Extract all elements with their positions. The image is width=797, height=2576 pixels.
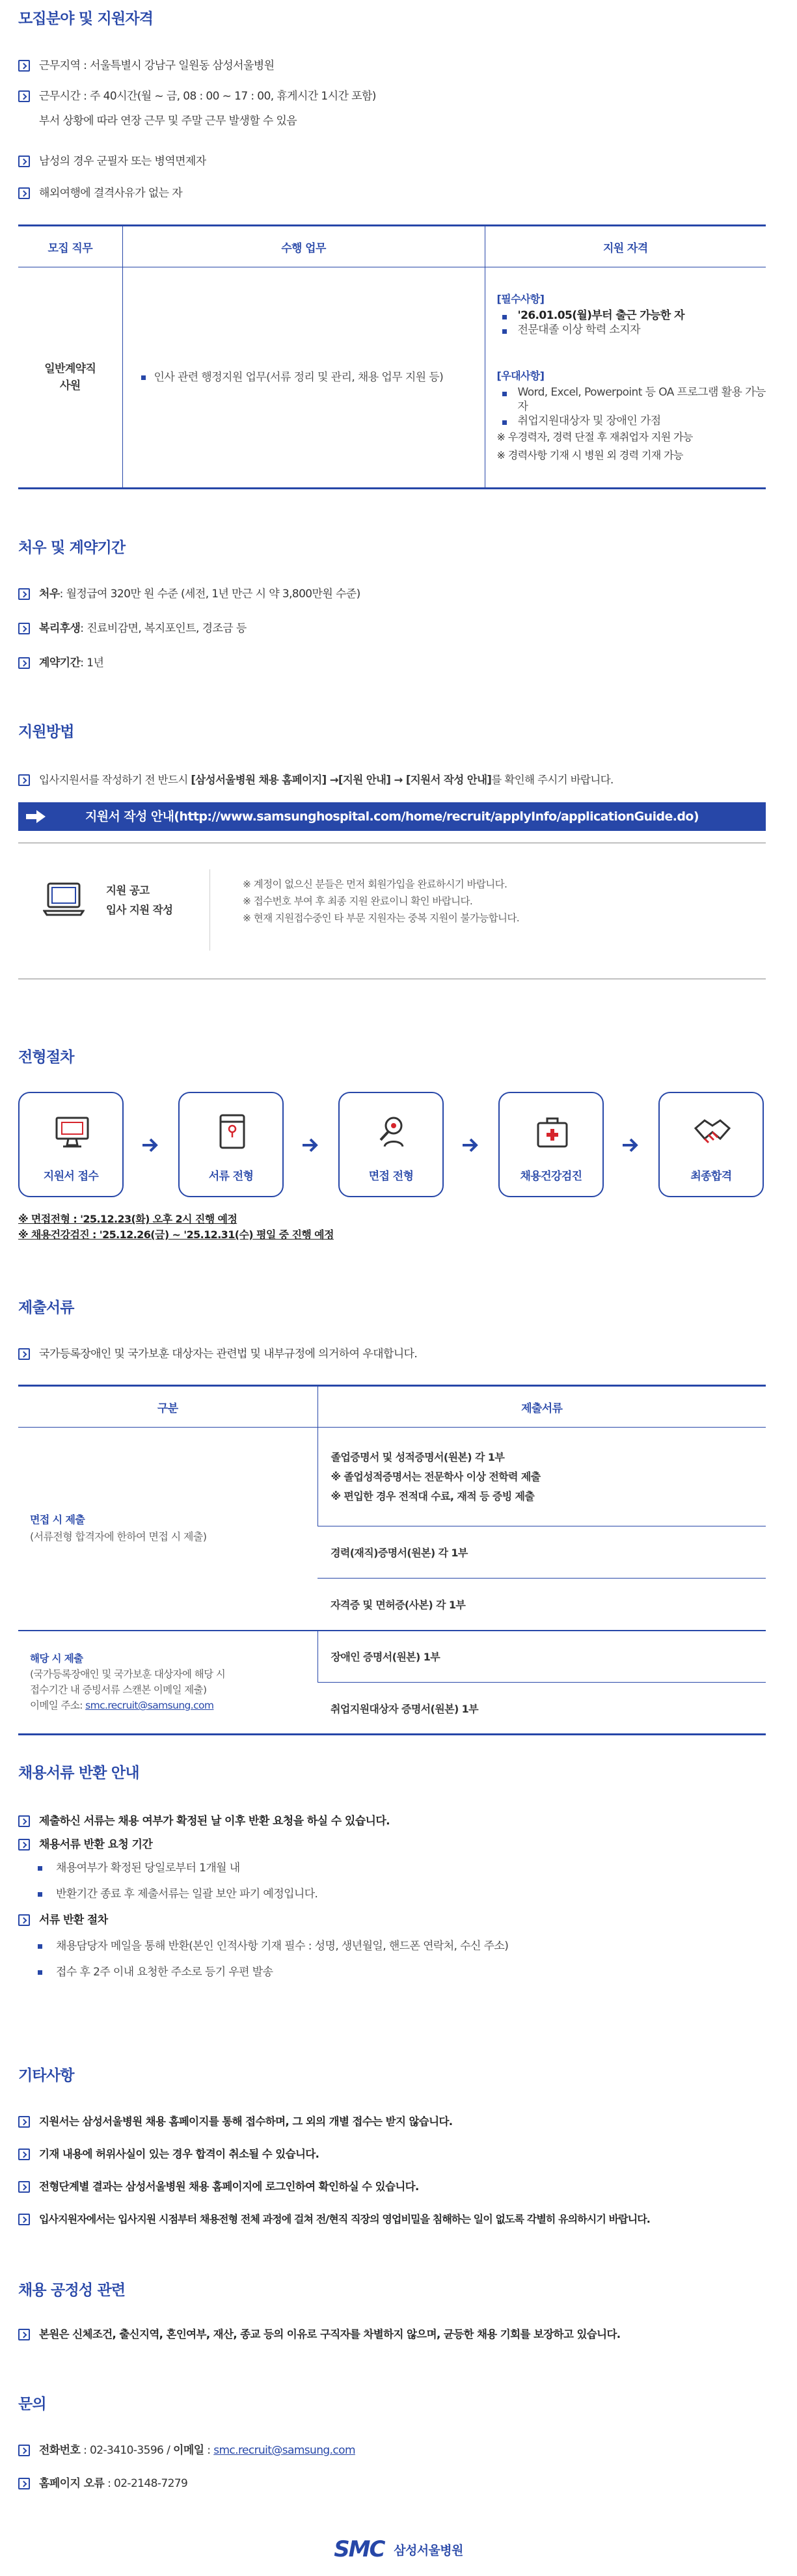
documents-section xyxy=(18,1298,766,1318)
logo-text: 삼성서울병원 xyxy=(394,2543,463,2558)
arrow-right-icon xyxy=(141,1137,158,1153)
chevron-right-icon xyxy=(18,623,30,634)
medical-kit-icon xyxy=(533,1113,572,1152)
chevron-right-icon xyxy=(18,1914,30,1926)
interview-submit-label: 면접 시 제출 (서류전형 합격자에 한하여 면접 시 제출) xyxy=(18,1428,317,1631)
benefit-item: 복리후생: 진료비감면, 복지포인트, 경조금 등 xyxy=(18,621,766,636)
apply-bullet: 입사지원서를 작성하기 전 반드시 [삼성서울병원 채용 홈페이지] →[지원 안내] → [지원서 작성 안내]를 확인해 주시기 바랍니다. xyxy=(18,773,766,787)
section-title: 전형절차 xyxy=(18,1049,74,1066)
chevron-right-icon xyxy=(18,2214,30,2225)
chevron-right-icon xyxy=(18,90,30,102)
table-header: 모집 직무 xyxy=(18,226,122,267)
table-header: 제출서류 xyxy=(317,1386,766,1428)
section-title: 제출서류 xyxy=(18,1299,74,1316)
documents-table xyxy=(18,1385,766,1735)
contact-email-link[interactable]: smc.recruit@samsung.com xyxy=(213,2444,355,2457)
chevron-right-icon xyxy=(18,2478,30,2489)
doc-disability: 장애인 증명서(원본) 1부 xyxy=(317,1631,766,1683)
logo-mark: SMC xyxy=(334,2536,385,2562)
chevron-right-icon xyxy=(18,588,30,600)
arrow-right-icon xyxy=(26,810,46,823)
section-title: 처우 및 계약기간 xyxy=(18,539,126,556)
return-list: 제출하신 서류는 채용 여부가 확정된 날 이후 반환 요청을 하실 수 있습니다. 채용서류 반환 요청 기간 채용여부가 확정된 당일로부터 1개월 내 반환기간 종료 후 제출서류는 일괄 보안 파기 예정입니다. 서류 반환 절차 채용담당자 메일을 통해 반환(본인 인적사항 기재 필수 : 성명, 생년월일, 핸드폰 연락처, 수신 주소) 접수 후 2주 이내 요청한 주소로 등기 우편 발송 xyxy=(18,1814,766,1979)
etc-list: 지원서는 삼성서울병원 채용 홈페이지를 통해 접수하며, 그 외의 개별 접수는 받지 않습니다. 기재 내용에 허위사실이 있는 경우 합격이 취소될 수 있습니다. 전형단계별 결과는 삼성서울병원 채용 홈페이지에 로그인하여 확인하실 수 있습니다. 입사지원자에서는 입사지원 시점부터 채용전형 전체 과정에 걸쳐 전/현직 직장의 영업비밀을 침해하는 일이 없도록 각별히 유의하시기 바랍니다. xyxy=(18,2115,766,2227)
chevron-right-icon xyxy=(18,2116,30,2128)
fairness-text: 본원은 신체조건, 출신지역, 혼인여부, 재산, 종교 등의 이유로 구직자를 차별하지 않으며, 균등한 채용 기회를 보장하고 있습니다. xyxy=(18,2327,766,2342)
apply-box-notes: ※ 계정이 없으신 분들은 먼저 회원가입을 완료하시기 바랍니다. ※ 접수번호 부여 후 최종 지원 완료이니 확인 바랍니다. ※ 현재 지원접수중인 타 부문 지원자는 중복 지원이 불가능합니다. xyxy=(243,878,520,924)
job-duty: 인사 관련 행정지원 업무(서류 정리 및 관리, 채용 업무 지원 등) xyxy=(122,267,485,489)
process-step-interview: 면접 전형 xyxy=(338,1092,444,1197)
benefits-section xyxy=(18,538,766,558)
contact-section xyxy=(18,2394,766,2414)
process-step-final: 최종합격 xyxy=(658,1092,764,1197)
chevron-right-icon xyxy=(18,2445,30,2456)
table-header: 구분 xyxy=(18,1386,317,1428)
section-title: 채용 공정성 관련 xyxy=(18,2282,126,2299)
chevron-right-icon xyxy=(18,774,30,786)
arrow-right-icon xyxy=(621,1137,638,1153)
process-step-application: 지원서 접수 xyxy=(18,1092,124,1197)
process-section xyxy=(18,1048,766,1067)
fairness-section xyxy=(18,2281,766,2300)
qualification-bullet: 해외여행에 결격사유가 없는 자 xyxy=(18,186,766,200)
process-notes: ※ 면접전형 : '25.12.23(화) 오후 2시 진행 예정 ※ 채용건강검진 : '25.12.26(금) ~ '25.12.31(수) 평일 중 진행 예정 xyxy=(18,1213,334,1241)
arrow-right-icon xyxy=(461,1137,478,1153)
chevron-right-icon xyxy=(18,187,30,199)
apply-box-label: 지원 공고 입사 지원 작성 xyxy=(106,884,173,916)
chevron-right-icon xyxy=(18,60,30,72)
chevron-right-icon xyxy=(18,2329,30,2340)
arrow-right-icon xyxy=(301,1137,318,1153)
applicable-submit-label: 해당 시 제출 (국가등록장애인 및 국가보훈 대상자에 해당 시 접수기간 내 증빙서류 스캔본 이메일 제출) 이메일 주소: smc.recruit@samsung.com xyxy=(30,1653,226,1712)
handshake-icon xyxy=(693,1113,732,1152)
chevron-right-icon xyxy=(18,1839,30,1851)
section-title: 문의 xyxy=(18,2396,46,2413)
monitor-icon xyxy=(53,1113,92,1152)
qualification-section xyxy=(18,9,766,29)
envelope-icon xyxy=(213,1113,252,1152)
chevron-right-icon xyxy=(18,1815,30,1827)
doc-career: 경력(재직)증명서(원본) 각 1부 xyxy=(317,1526,766,1579)
qualification-bullet: 남성의 경우 군필자 또는 병역면제자 xyxy=(18,154,766,169)
section-title: 기타사항 xyxy=(18,2067,74,2084)
chevron-right-icon xyxy=(18,657,30,669)
documents-bullet: 국가등록장애인 및 국가보훈 대상자는 관련법 및 내부규정에 의거하여 우대합니다. xyxy=(18,1347,766,1361)
chevron-right-icon xyxy=(18,1348,30,1360)
doc-veteran: 취업지원대상자 증명서(원본) 1부 xyxy=(331,1702,479,1715)
chevron-right-icon xyxy=(18,2181,30,2193)
apply-info-box xyxy=(18,843,766,979)
table-header: 지원 자격 xyxy=(485,226,766,267)
chevron-right-icon xyxy=(18,156,30,167)
qualification-bullet: 근무시간 : 주 40시간(월 ~ 금, 08 : 00 ~ 17 : 00, 휴게시간 1시간 포함) xyxy=(18,89,766,103)
contact-phone: 전화번호 : 02-3410-3596 / 이메일 : smc.recruit@samsung.com xyxy=(18,2443,766,2458)
benefit-item: 처우: 월정급여 320만 원 수준 (세전, 1년 만근 시 약 3,800만원 수준) xyxy=(18,587,766,601)
job-requirements: [필수사항] '26.01.05(월)부터 출근 가능한 자 전문대졸 이상 학력 소지자 [우대사항] Word, Excel, Powerpoint 등 OA 프로그램 활용 가능자 취업지원대상자 및 장애인 가점 ※ 우경력자, 경력 단절 후 재취업자 지원 가능 ※ 경력사항 기재 시 병원 외 경력 기재 가능 xyxy=(485,267,766,489)
section-title: 모집분야 및 지원자격 xyxy=(18,10,154,27)
apply-guide-button-wrap xyxy=(18,802,766,831)
chevron-right-icon xyxy=(18,2149,30,2160)
qualification-note: 부서 상황에 따라 연장 근무 및 주말 근무 발생할 수 있음 xyxy=(39,115,297,128)
doc-license: 자격증 및 면허증(사본) 각 1부 xyxy=(317,1579,766,1631)
laptop-icon xyxy=(43,881,85,917)
qualification-bullet: 근무지역 : 서울특별시 강남구 일원동 삼성서울병원 xyxy=(18,59,766,73)
table-header: 수행 업무 xyxy=(122,226,485,267)
job-role: 일반계약직 사원 xyxy=(44,362,96,392)
benefit-item: 계약기간: 1년 xyxy=(18,656,766,670)
process-step-document: 서류 전형 xyxy=(178,1092,284,1197)
section-title: 지원방법 xyxy=(18,724,74,740)
process-step-health-check: 채용건강검진 xyxy=(498,1092,604,1197)
apply-section xyxy=(18,722,766,742)
contact-web: 홈페이지 오류 : 02-2148-7279 xyxy=(18,2476,766,2491)
interview-icon xyxy=(373,1113,412,1152)
job-table xyxy=(18,224,766,489)
smc-logo xyxy=(0,2536,797,2562)
doc-diploma: 졸업증명서 및 성적증명서(원본) 각 1부 ※ 졸업성적증명서는 전문학사 이상 전학력 제출 ※ 편입한 경우 전적대 수료, 재적 등 증빙 제출 xyxy=(317,1428,766,1526)
apply-guide-button[interactable]: 지원서 작성 안내(http://www.samsunghospital.com/home/recruit/applyInfo/applicationGuide.do) xyxy=(18,802,766,831)
return-section xyxy=(18,1763,766,1783)
section-title: 채용서류 반환 안내 xyxy=(18,1765,139,1782)
etc-section xyxy=(18,2066,766,2085)
email-link[interactable]: smc.recruit@samsung.com xyxy=(85,1700,214,1712)
